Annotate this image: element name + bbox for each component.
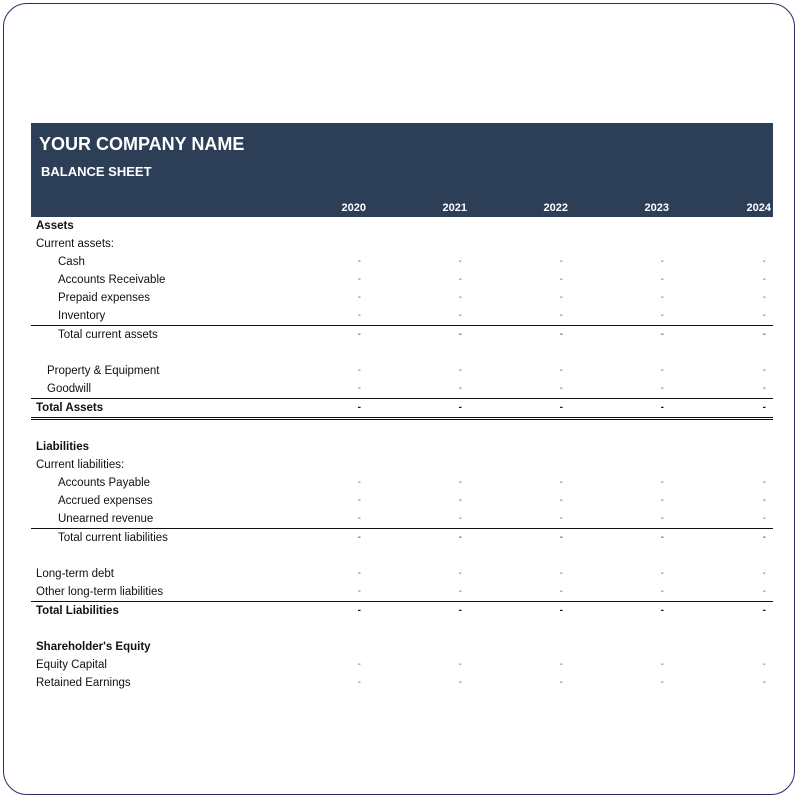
value-cell[interactable]: - <box>660 532 664 543</box>
row-label: Other long-term liabilities <box>36 586 164 598</box>
value-cell[interactable]: - <box>559 365 563 376</box>
value-cell[interactable]: - <box>762 310 766 321</box>
value-cell[interactable]: - <box>357 532 361 543</box>
table-row <box>31 510 773 528</box>
year-header: 2021 <box>442 202 467 214</box>
value-cell[interactable]: - <box>762 256 766 267</box>
sheet-body <box>31 217 773 692</box>
value-cell[interactable]: - <box>458 256 462 267</box>
value-cell[interactable]: - <box>762 605 766 616</box>
value-cell[interactable]: - <box>762 383 766 394</box>
value-cell[interactable]: - <box>559 586 563 597</box>
value-cell[interactable]: - <box>660 383 664 394</box>
value-cell[interactable]: - <box>660 310 664 321</box>
value-cell[interactable]: - <box>762 568 766 579</box>
row-label: Goodwill <box>47 383 92 395</box>
row-label: Total Liabilities <box>36 605 119 617</box>
value-cell[interactable]: - <box>660 495 664 506</box>
value-cell[interactable]: - <box>357 383 361 394</box>
value-cell[interactable]: - <box>458 274 462 285</box>
table-row <box>31 583 773 601</box>
value-cell[interactable]: - <box>559 329 563 340</box>
value-cell[interactable]: - <box>660 365 664 376</box>
row-label: Liabilities <box>36 441 90 453</box>
value-cell[interactable]: - <box>762 677 766 688</box>
value-cell[interactable]: - <box>357 495 361 506</box>
table-row <box>31 398 773 417</box>
year-header: 2024 <box>746 202 771 214</box>
row-label: Total current assets <box>58 329 158 341</box>
row-label: Equity Capital <box>36 659 107 671</box>
value-cell[interactable]: - <box>660 677 664 688</box>
value-cell[interactable]: - <box>762 495 766 506</box>
row-label: Accounts Receivable <box>58 274 166 286</box>
value-cell[interactable]: - <box>458 292 462 303</box>
value-cell[interactable]: - <box>660 586 664 597</box>
value-cell[interactable]: - <box>357 292 361 303</box>
year-header: 2023 <box>644 202 669 214</box>
spacer-row <box>31 344 773 362</box>
value-cell[interactable]: - <box>660 329 664 340</box>
value-cell[interactable]: - <box>559 310 563 321</box>
table-row <box>31 656 773 674</box>
row-label: Accounts Payable <box>58 477 151 489</box>
row-label: Accrued expenses <box>58 495 153 507</box>
value-cell[interactable]: - <box>762 532 766 543</box>
value-cell[interactable]: - <box>559 256 563 267</box>
value-cell[interactable]: - <box>458 477 462 488</box>
row-label: Property & Equipment <box>47 365 160 377</box>
spacer-row <box>31 547 773 565</box>
value-cell[interactable]: - <box>762 659 766 670</box>
value-cell[interactable]: - <box>458 532 462 543</box>
row-label: Unearned revenue <box>58 513 154 525</box>
table-row <box>31 253 773 271</box>
row-label: Assets <box>36 220 74 232</box>
value-cell[interactable]: - <box>660 659 664 670</box>
table-row <box>31 601 773 620</box>
company-name: YOUR COMPANY NAME <box>39 134 245 154</box>
value-cell[interactable]: - <box>559 568 563 579</box>
row-label: Current liabilities: <box>36 459 125 471</box>
value-cell[interactable]: - <box>660 513 664 524</box>
row-label: Total Assets <box>36 402 104 414</box>
value-cell[interactable]: - <box>458 383 462 394</box>
table-row <box>31 565 773 583</box>
table-row <box>31 456 773 474</box>
table-row <box>31 438 773 456</box>
row-label: Retained Earnings <box>36 677 131 689</box>
value-cell[interactable]: - <box>660 402 664 413</box>
value-cell[interactable]: - <box>559 477 563 488</box>
value-cell[interactable]: - <box>559 402 563 413</box>
year-header-row <box>31 202 773 217</box>
value-cell[interactable]: - <box>660 274 664 285</box>
row-label: Cash <box>58 256 85 268</box>
table-row <box>31 217 773 235</box>
table-row <box>31 492 773 510</box>
value-cell[interactable]: - <box>458 329 462 340</box>
value-cell[interactable]: - <box>357 329 361 340</box>
value-cell[interactable]: - <box>357 402 361 413</box>
value-cell[interactable]: - <box>762 292 766 303</box>
balance-sheet <box>31 123 773 692</box>
value-cell[interactable]: - <box>762 402 766 413</box>
year-header: 2022 <box>543 202 568 214</box>
value-cell[interactable]: - <box>762 477 766 488</box>
table-row <box>31 289 773 307</box>
value-cell[interactable]: - <box>458 677 462 688</box>
value-cell[interactable]: - <box>762 274 766 285</box>
spacer-row <box>31 620 773 638</box>
value-cell[interactable]: - <box>559 659 563 670</box>
value-cell[interactable]: - <box>559 292 563 303</box>
value-cell[interactable]: - <box>357 677 361 688</box>
value-cell[interactable]: - <box>357 659 361 670</box>
row-label: Total current liabilities <box>58 532 168 544</box>
value-cell[interactable]: - <box>762 365 766 376</box>
value-cell[interactable]: - <box>357 256 361 267</box>
value-cell[interactable]: - <box>660 292 664 303</box>
table-row <box>31 325 773 344</box>
value-cell[interactable]: - <box>762 586 766 597</box>
value-cell[interactable]: - <box>357 365 361 376</box>
value-cell[interactable]: - <box>660 568 664 579</box>
year-header: 2020 <box>341 202 366 214</box>
value-cell[interactable]: - <box>458 605 462 616</box>
value-cell[interactable]: - <box>357 568 361 579</box>
spacer-row <box>31 417 773 438</box>
value-cell[interactable]: - <box>559 274 563 285</box>
value-cell[interactable]: - <box>559 677 563 688</box>
value-cell[interactable]: - <box>762 329 766 340</box>
value-cell[interactable]: - <box>660 477 664 488</box>
row-label: Long-term debt <box>36 568 114 580</box>
table-row <box>31 528 773 547</box>
value-cell[interactable]: - <box>762 513 766 524</box>
value-cell[interactable]: - <box>357 586 361 597</box>
value-cell[interactable]: - <box>458 402 462 413</box>
row-label: Inventory <box>58 310 106 322</box>
value-cell[interactable]: - <box>357 310 361 321</box>
value-cell[interactable]: - <box>559 532 563 543</box>
table-row <box>31 307 773 325</box>
table-row <box>31 235 773 253</box>
value-cell[interactable]: - <box>458 659 462 670</box>
value-cell[interactable]: - <box>357 274 361 285</box>
sheet-header <box>31 123 773 217</box>
value-cell[interactable]: - <box>660 256 664 267</box>
value-cell[interactable]: - <box>458 513 462 524</box>
table-row <box>31 638 773 656</box>
table-row <box>31 380 773 398</box>
value-cell[interactable]: - <box>660 605 664 616</box>
value-cell[interactable]: - <box>559 495 563 506</box>
value-cell[interactable]: - <box>357 477 361 488</box>
table-row <box>31 474 773 492</box>
value-cell[interactable]: - <box>458 495 462 506</box>
table-row <box>31 271 773 289</box>
value-cell[interactable]: - <box>458 586 462 597</box>
row-label: Prepaid expenses <box>58 292 151 304</box>
value-cell[interactable]: - <box>458 310 462 321</box>
value-cell[interactable]: - <box>559 605 563 616</box>
document-title: BALANCE SHEET <box>41 164 152 179</box>
value-cell[interactable]: - <box>458 365 462 376</box>
row-label: Current assets: <box>36 238 114 250</box>
row-label: Shareholder's Equity <box>36 641 151 653</box>
value-cell[interactable]: - <box>559 383 563 394</box>
table-row <box>31 362 773 380</box>
value-cell[interactable]: - <box>559 513 563 524</box>
value-cell[interactable]: - <box>458 568 462 579</box>
value-cell[interactable]: - <box>357 605 361 616</box>
table-row <box>31 674 773 692</box>
value-cell[interactable]: - <box>357 513 361 524</box>
